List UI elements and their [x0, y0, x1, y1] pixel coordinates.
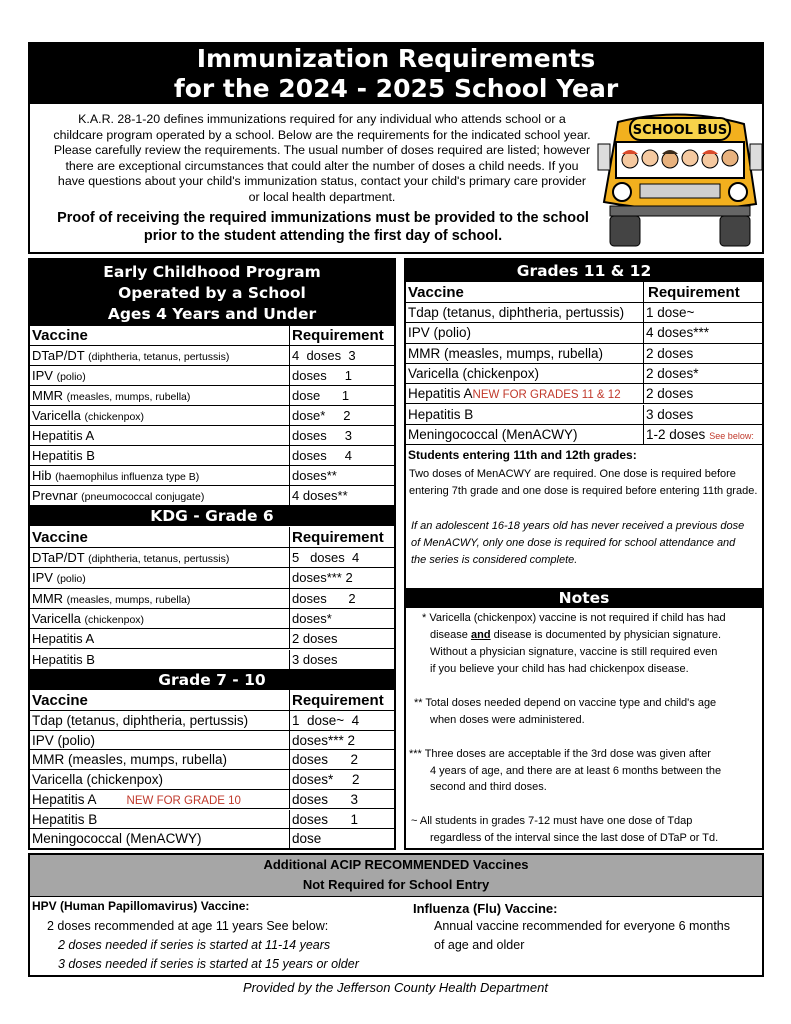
requirement-value: doses 1	[292, 368, 352, 383]
note-1b-post: disease is documented by physician signature.	[490, 629, 722, 641]
table-row	[406, 425, 762, 445]
flu-line-2: of age and older	[434, 938, 525, 952]
table-row	[30, 406, 394, 426]
vaccine-detail: (polio)	[56, 371, 86, 383]
vaccine-cell	[406, 425, 644, 444]
requirement-cell	[290, 568, 394, 587]
requirement-cell	[290, 386, 394, 405]
vaccine-detail: (chickenpox)	[84, 411, 145, 423]
vaccine-cell	[30, 426, 290, 445]
vaccine-cell	[30, 366, 290, 385]
vaccine-name: IPV (polio)	[32, 732, 96, 748]
note-4-line-a: ~ All students in grades 7-12 must have one dose of Tdap	[411, 815, 693, 827]
requirement-value: 3 doses	[646, 406, 694, 422]
table-row	[30, 711, 394, 731]
vaccine-cell	[30, 568, 290, 587]
col-vaccine: Vaccine	[30, 527, 290, 547]
vaccine-cell	[406, 344, 644, 363]
table-row	[30, 366, 394, 386]
vaccine-name: Hepatitis A	[408, 386, 473, 402]
requirement-value: 4 doses***	[646, 325, 710, 341]
requirement-cell	[290, 711, 394, 730]
requirement-cell	[644, 323, 762, 342]
new-requirement-note: NEW FOR GRADE 10	[126, 794, 241, 807]
requirement-value: 4 doses 3	[292, 348, 356, 363]
hpv-line-1: 2 doses recommended at age 11 years See below:	[47, 919, 329, 933]
table-row	[406, 405, 762, 425]
table-row	[30, 466, 394, 486]
col-vaccine: Vaccine	[406, 282, 644, 302]
requirement-value: 2 doses*	[646, 365, 699, 381]
vaccine-cell	[30, 406, 290, 425]
note-2-line-a: ** Total doses needed depend on vaccine type and child's age	[414, 697, 717, 709]
requirement-cell	[290, 790, 394, 809]
vaccine-name: Hepatitis B	[32, 448, 95, 463]
col-vaccine: Vaccine	[30, 690, 290, 710]
vaccine-cell	[30, 731, 290, 750]
see-below-note: See below:	[709, 430, 754, 441]
grade-7-10-header: Grade 7 - 10	[30, 670, 394, 690]
requirement-value: dose 1	[292, 388, 350, 403]
table-row	[30, 486, 394, 506]
hpv-line-3: 3 doses needed if series is started at 15 years or older	[58, 957, 359, 971]
acip-title-2: Not Required for School Entry	[302, 877, 490, 892]
table-row	[30, 790, 394, 810]
entering-11-12-italic: If an adolescent 16-18 years old has never received a previous dose of MenACWY, only one dose is required for school attendance and the series is considered complete.	[411, 520, 745, 566]
requirement-value: doses 3	[292, 428, 352, 443]
requirement-cell	[290, 346, 394, 365]
table-row	[30, 386, 394, 406]
table-header-row	[30, 527, 394, 548]
requirement-cell	[644, 344, 762, 363]
new-requirement-note: NEW FOR GRADES 11 & 12	[472, 389, 621, 402]
table-row	[30, 609, 394, 629]
vaccine-name: Hepatitis A	[32, 428, 95, 443]
grade-11-12-header: Grades 11 & 12	[406, 260, 762, 282]
requirement-value: 1 dose~ 4	[292, 713, 360, 728]
vaccine-cell	[30, 711, 290, 730]
vaccine-cell	[30, 486, 290, 505]
hpv-line-2: 2 doses needed if series is started at 11-14 years	[58, 938, 331, 952]
vaccine-name: Varicella (chickenpox)	[32, 772, 164, 788]
vaccine-name: Tdap (tetanus, diphtheria, pertussis)	[32, 713, 249, 728]
col-requirement: Requirement	[292, 327, 384, 344]
vaccine-cell	[406, 384, 644, 403]
vaccine-name: MMR	[32, 388, 64, 403]
acip-header	[30, 855, 762, 897]
vaccine-cell	[406, 364, 644, 383]
col-requirement: Requirement	[292, 529, 384, 546]
col-requirement: Requirement	[648, 284, 740, 301]
requirement-value: doses 3	[292, 791, 359, 807]
requirement-value: 2 doses	[292, 631, 338, 647]
vaccine-cell	[30, 790, 290, 809]
table-header-row	[30, 690, 394, 711]
flu-line-1: Annual vaccine recommended for everyone 6 months	[434, 919, 730, 933]
requirement-cell	[290, 486, 394, 505]
requirement-value: 2 doses	[646, 386, 694, 402]
table-row	[30, 568, 394, 588]
early-title-2: Operated by a School	[118, 284, 306, 302]
kdg-header: KDG - Grade 6	[30, 506, 394, 526]
vaccine-name: Hepatitis B	[32, 651, 95, 667]
flu-title: Influenza (Flu) Vaccine:	[413, 901, 558, 916]
requirement-value: 1 dose~	[646, 305, 695, 320]
note-1-line-d: if you believe your child has had chickenpox disease.	[430, 663, 689, 675]
note-3-line-c: second and third doses.	[430, 781, 547, 793]
vaccine-name: Hepatitis A	[32, 631, 95, 647]
requirement-cell	[290, 731, 394, 750]
note-1b-and: and	[470, 629, 491, 641]
vaccine-cell	[30, 810, 290, 829]
title-line-1: Immunization Requirements	[196, 44, 596, 73]
col-requirement: Requirement	[292, 692, 384, 709]
requirement-value: 5 doses 4	[292, 550, 360, 565]
table-row	[30, 548, 394, 568]
requirement-cell	[644, 405, 762, 424]
requirement-cell	[290, 466, 394, 485]
vaccine-detail: (chickenpox)	[84, 613, 145, 626]
requirement-value: doses**	[292, 468, 337, 483]
requirement-value: 1-2 doses	[646, 426, 706, 442]
vaccine-name: Tdap (tetanus, diphtheria, pertussis)	[408, 305, 625, 320]
requirement-cell	[290, 446, 394, 465]
early-title-3: Ages 4 Years and Under	[107, 305, 317, 323]
vaccine-name: Varicella	[32, 610, 81, 626]
proof-statement: Proof of receiving the required immunizations must be provided to the school prior to the student attending the first day of school.	[57, 210, 589, 244]
vaccine-detail: (measles, mumps, rubella)	[66, 391, 191, 403]
vaccine-cell	[406, 405, 644, 424]
requirement-cell	[644, 425, 762, 444]
table-row	[406, 323, 762, 343]
entering-11-12-title: Students entering 11th and 12th grades:	[408, 448, 637, 462]
requirement-cell	[290, 366, 394, 385]
table-row	[406, 303, 762, 323]
vaccine-cell	[30, 829, 290, 848]
requirement-value: 4 doses**	[292, 488, 348, 503]
vaccine-name: Hepatitis B	[32, 811, 98, 827]
requirement-cell	[290, 829, 394, 848]
table-row	[30, 750, 394, 770]
requirement-cell	[644, 384, 762, 403]
requirement-cell	[290, 406, 394, 425]
requirement-value: doses 2	[292, 752, 359, 768]
table-row	[30, 446, 394, 466]
hpv-title: HPV (Human Papillomavirus) Vaccine:	[32, 899, 250, 913]
requirement-value: doses*** 2	[292, 570, 353, 586]
table-row	[30, 426, 394, 446]
vaccine-name: DTaP/DT	[32, 550, 85, 565]
requirement-cell	[290, 650, 394, 669]
note-2-line-b: when doses were administered.	[430, 714, 585, 726]
entering-11-12-text: Two doses of MenACWY are required. One dose is required before entering 7th grade and one dose is required before entering 11th grade.	[409, 468, 758, 497]
vaccine-cell	[30, 589, 290, 608]
table-row	[406, 364, 762, 384]
vaccine-name: MMR (measles, mumps, rubella)	[408, 345, 604, 361]
table-row	[406, 344, 762, 364]
requirement-cell	[290, 770, 394, 789]
requirement-cell	[290, 629, 394, 648]
vaccine-name: Prevnar	[32, 488, 78, 503]
vaccine-cell	[406, 323, 644, 342]
vaccine-cell	[30, 548, 290, 567]
table-row	[30, 810, 394, 830]
vaccine-name: MMR (measles, mumps, rubella)	[32, 752, 228, 768]
vaccine-name: IPV	[32, 368, 53, 383]
table-row	[30, 770, 394, 790]
vaccine-name: Hib	[32, 468, 52, 483]
title-banner	[28, 42, 764, 104]
requirement-cell	[290, 750, 394, 769]
table-row	[30, 346, 394, 366]
vaccine-cell	[30, 750, 290, 769]
requirement-cell	[644, 303, 762, 322]
vaccine-name: Varicella	[32, 408, 81, 423]
vaccine-cell	[30, 629, 290, 648]
vaccine-cell	[406, 303, 644, 322]
bus-sign: SCHOOL BUS	[632, 123, 728, 138]
requirement-cell	[290, 548, 394, 567]
requirement-value: doses 2	[292, 590, 356, 606]
requirement-cell	[290, 426, 394, 445]
col-vaccine: Vaccine	[30, 326, 290, 345]
requirement-cell	[644, 364, 762, 383]
notes-header: Notes	[406, 588, 762, 608]
vaccine-detail: (measles, mumps, rubella)	[66, 593, 191, 606]
requirement-value: doses*	[292, 610, 332, 626]
note-1-line-a: * Varicella (chickenpox) vaccine is not required if child has had	[422, 612, 726, 624]
title-line-2: for the 2024 - 2025 School Year	[173, 74, 619, 103]
vaccine-cell	[30, 650, 290, 669]
requirement-cell	[290, 609, 394, 628]
note-1-line-c: Without a physician signature, vaccine is still required even	[430, 646, 718, 658]
requirement-value: doses 4	[292, 448, 352, 463]
vaccine-detail: (diphtheria, tetanus, pertussis)	[88, 351, 230, 363]
requirement-cell	[290, 589, 394, 608]
table-row	[30, 829, 394, 849]
vaccine-name: Meningococcal (MenACWY)	[408, 426, 578, 442]
vaccine-detail: (polio)	[56, 573, 86, 586]
vaccine-detail: (haemophilus influenza type B)	[55, 471, 200, 483]
note-3-line-b: 4 years of age, and there are at least 6 months between the	[430, 765, 722, 777]
table-row	[30, 731, 394, 751]
requirement-value: dose	[292, 831, 322, 847]
vaccine-name: IPV (polio)	[408, 325, 472, 341]
table-header-row	[30, 326, 394, 346]
table-row	[30, 629, 394, 649]
note-1-line-b	[430, 627, 721, 644]
requirement-cell	[290, 810, 394, 829]
table-row	[406, 384, 762, 404]
requirement-value: 2 doses	[646, 345, 694, 361]
table-row	[30, 650, 394, 670]
vaccine-detail: (diphtheria, tetanus, pertussis)	[88, 553, 230, 565]
vaccine-name: MMR	[32, 590, 64, 606]
requirement-value: 3 doses	[292, 651, 338, 667]
vaccine-cell	[30, 609, 290, 628]
vaccine-name: Meningococcal (MenACWY)	[32, 831, 202, 847]
vaccine-name: Varicella (chickenpox)	[408, 365, 540, 381]
vaccine-name: IPV	[32, 570, 53, 586]
note-4-line-b: regardless of the interval since the last dose of DTaP or Td.	[430, 832, 719, 844]
vaccine-detail: (pneumococcal conjugate)	[81, 491, 205, 503]
vaccine-cell	[30, 446, 290, 465]
requirement-value: dose* 2	[292, 408, 351, 423]
vaccine-cell	[30, 386, 290, 405]
vaccine-cell	[30, 466, 290, 485]
requirement-value: doses*** 2	[292, 732, 356, 748]
note-1b-pre: disease	[430, 629, 471, 641]
vaccine-cell	[30, 346, 290, 365]
school-bus-illustration	[596, 108, 764, 250]
table-header-row	[406, 282, 762, 303]
acip-title-1: Additional ACIP RECOMMENDED Vaccines	[263, 857, 529, 872]
early-childhood-header	[30, 260, 394, 326]
requirement-value: doses 1	[292, 811, 359, 827]
vaccine-cell	[30, 770, 290, 789]
table-row	[30, 589, 394, 609]
note-3-line-a: *** Three doses are acceptable if the 3rd dose was given after	[409, 748, 711, 760]
footer-credit: Provided by the Jefferson County Health Department	[243, 980, 548, 995]
early-title-1: Early Childhood Program	[103, 263, 321, 281]
requirement-value: doses* 2	[292, 772, 360, 788]
vaccine-name: DTaP/DT	[32, 348, 85, 363]
vaccine-name: Hepatitis B	[408, 406, 474, 422]
vaccine-name: Hepatitis A	[32, 791, 97, 807]
intro-paragraph: K.A.R. 28-1-20 defines immunizations required for any individual who attends school or a childcare program operated by a school. Below are the requirements for the indicated school year. Please carefully review the requirements. The usual number of doses required are listed; however there are exceptional circumstances that could alter the number of doses a child needs. If you have questions about your child's immunization status, contact your child's primary care provider or local health department.	[53, 112, 591, 204]
